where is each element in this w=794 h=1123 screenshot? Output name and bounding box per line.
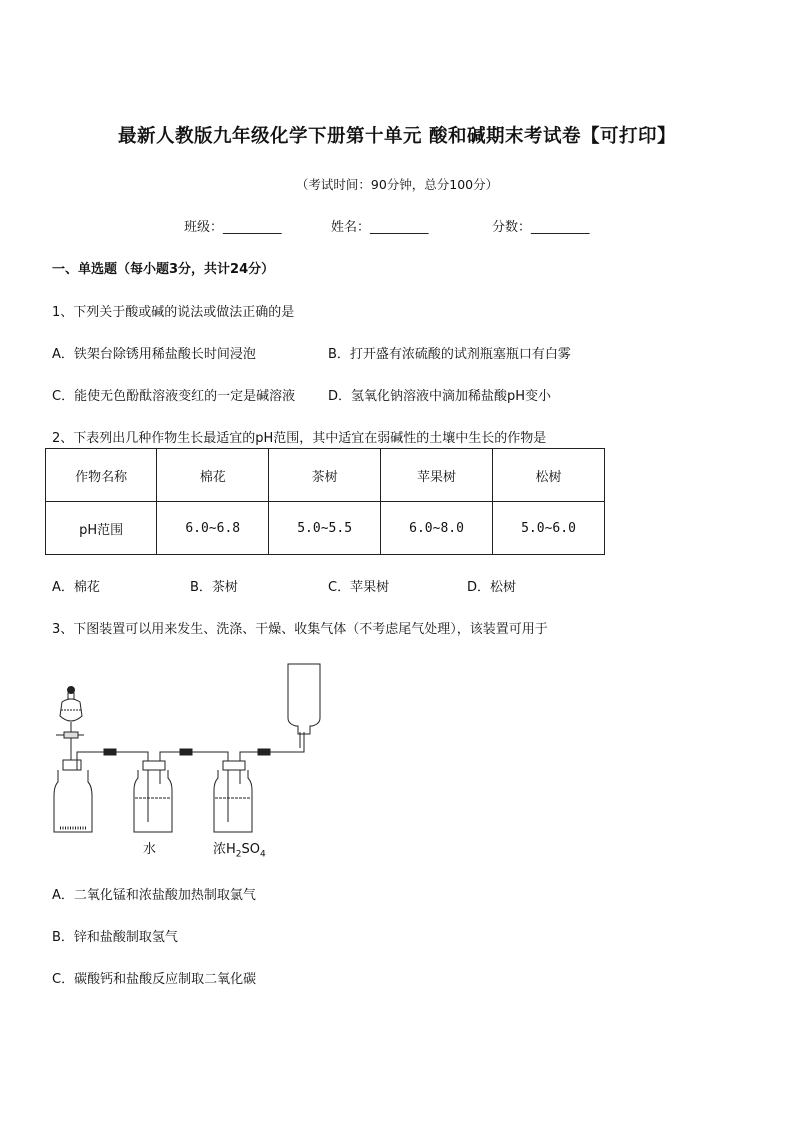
question-2-option-d: D．松树: [467, 580, 517, 595]
question-2-stem: 2、下表列出几种作物生长最适宜的pH范围，其中适宜在弱碱性的土壤中生长的作物是: [52, 431, 547, 446]
table-cell: 苹果树: [381, 449, 493, 502]
table-cell: 棉花: [157, 449, 269, 502]
question-3-option-b: B．锌和盐酸制取氢气: [52, 930, 178, 945]
table-header-crop: 作物名称: [46, 449, 157, 502]
question-2-option-a: A．棉花: [52, 580, 100, 595]
class-blank: _________: [223, 220, 282, 235]
table-row: [46, 449, 605, 502]
class-field: [184, 216, 282, 235]
separatory-funnel: [56, 687, 84, 771]
question-1-option-a: A．铁架台除锈用稀盐酸长时间浸泡: [52, 347, 256, 362]
table-cell: 松树: [493, 449, 605, 502]
question-1-stem: 1、下列关于酸或碱的说法或做法正确的是: [52, 305, 295, 320]
collection-bottle: [288, 664, 320, 752]
table-cell: 茶树: [269, 449, 381, 502]
class-label: 班级：: [184, 220, 224, 235]
wash-bottle-water: [134, 761, 172, 832]
ph-table: [45, 448, 605, 555]
score-blank: _________: [531, 220, 590, 235]
name-field: [331, 216, 429, 235]
table-cell: 6.0~6.8: [157, 502, 269, 555]
table-cell: 5.0~5.5: [269, 502, 381, 555]
question-3-option-a: A．二氧化锰和浓盐酸加热制取氯气: [52, 888, 256, 903]
question-2-option-b: B．茶树: [190, 580, 238, 595]
question-1-option-d: D．氢氧化钠溶液中滴加稀盐酸pH变小: [328, 389, 552, 404]
score-label: 分数：: [492, 220, 532, 235]
table-row: [46, 502, 605, 555]
tube-connectors: [104, 732, 304, 765]
table-cell: 5.0~6.0: [493, 502, 605, 555]
name-label: 姓名：: [331, 220, 371, 235]
generator-flask: [54, 752, 108, 832]
question-1-option-b: B．打开盛有浓硫酸的试剂瓶塞瓶口有白雾: [328, 347, 571, 362]
label-conc-sulfuric-acid: 浓$H_2SO_4$: [213, 842, 266, 860]
question-3-stem: 3、下图装置可以用来发生、洗涤、干燥、收集气体（不考虑尾气处理），该装置可用于: [52, 622, 548, 637]
gas-apparatus-diagram: [48, 660, 338, 840]
question-3-option-c: C．碳酸钙和盐酸反应制取二氧化碳: [52, 972, 257, 987]
drying-bottle-acid: [214, 761, 252, 832]
page-title: 最新人教版九年级化学下册第十单元 酸和碱期末考试卷【可打印】: [118, 126, 676, 147]
table-cell: 6.0~8.0: [381, 502, 493, 555]
question-1-option-c: C．能使无色酚酞溶液变红的一定是碱溶液: [52, 389, 296, 404]
question-2-option-c: C．苹果树: [328, 580, 390, 595]
exam-info: （考试时间：90分钟，总分100分）: [295, 177, 499, 192]
table-header-ph: pH范围: [46, 502, 157, 555]
label-water: 水: [143, 842, 157, 857]
name-blank: _________: [370, 220, 429, 235]
score-field: [492, 216, 590, 235]
section-heading: 一、单选题（每小题3分，共计24分）: [52, 262, 275, 277]
